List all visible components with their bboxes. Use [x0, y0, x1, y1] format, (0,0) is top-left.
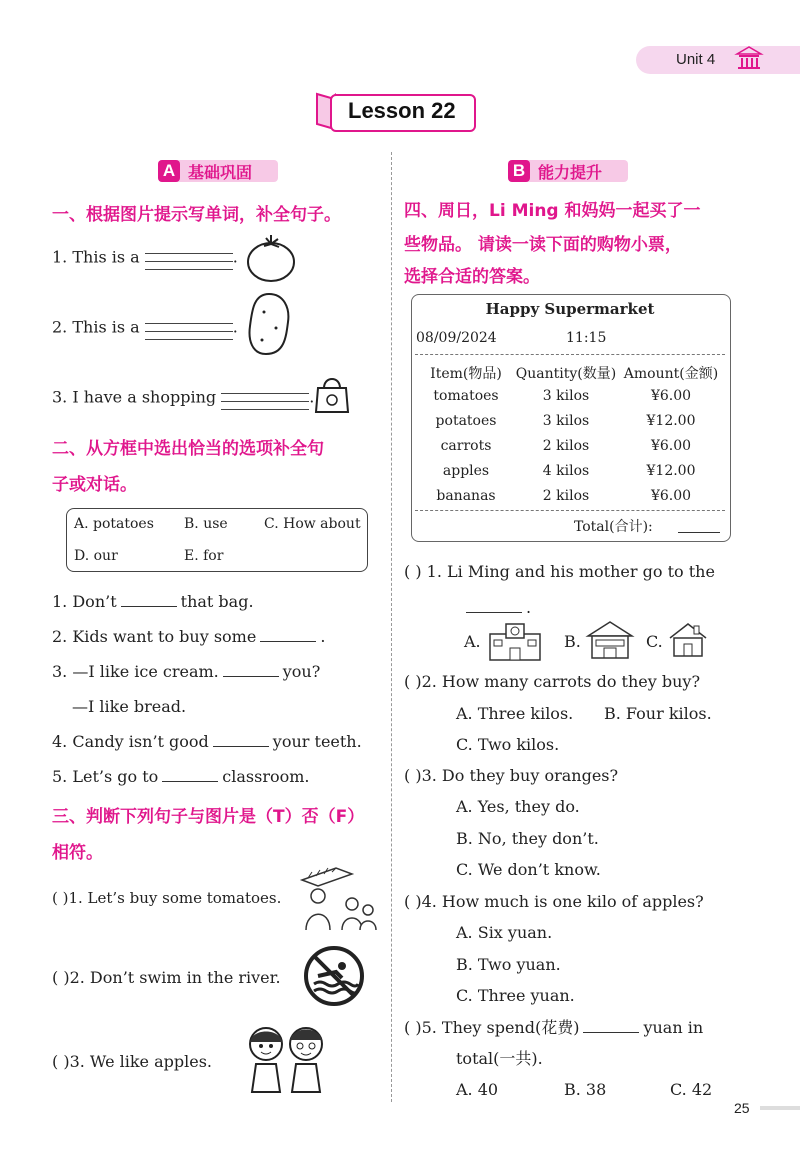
answer-blank[interactable]	[213, 732, 269, 747]
part1-item-2-text: 2. This is a	[52, 317, 140, 337]
question-2[interactable]: ( )2. How many carrots do they buy?	[404, 672, 701, 691]
receipt-time: 11:15	[566, 330, 607, 346]
answer-blank[interactable]	[223, 662, 279, 677]
part2-q5-end: classroom.	[222, 767, 310, 786]
part1-item-1	[52, 246, 238, 270]
column-divider	[391, 152, 392, 1102]
receipt-row-quantity: 4 kilos	[542, 463, 590, 479]
part2-q1-end: that bag.	[180, 592, 254, 611]
shopping-scene-image	[296, 860, 380, 932]
q5-option-b[interactable]: B. 38	[564, 1080, 607, 1099]
answer-lines[interactable]	[145, 316, 233, 340]
option-b: B. use	[184, 516, 228, 532]
q2-option-a[interactable]: A. Three kilos.	[456, 704, 574, 723]
receipt-total-blank[interactable]	[678, 532, 720, 533]
two-kids-image	[244, 1022, 330, 1094]
part2-q2-text: 2. Kids want to buy some	[52, 627, 257, 646]
q3-option-b[interactable]: B. No, they don’t.	[456, 829, 599, 848]
part3-title-2: 相符。	[52, 843, 103, 863]
receipt-row-amount: ¥6.00	[650, 438, 692, 454]
part2-title-1: 二、从方框中选出恰当的选项补全句	[52, 439, 324, 459]
section-a-letter: A	[158, 160, 180, 182]
option-a: A. potatoes	[74, 516, 154, 532]
part3-item-3[interactable]: ( )3. We like apples.	[52, 1052, 213, 1071]
receipt-row-item: bananas	[436, 488, 496, 504]
q1-option-b[interactable]: B.	[564, 632, 581, 651]
receipt-row-quantity: 2 kilos	[542, 438, 590, 454]
option-e: E. for	[184, 548, 224, 564]
answer-blank[interactable]	[121, 592, 177, 607]
page-strip	[760, 1106, 800, 1110]
receipt-row-item: potatoes	[435, 413, 497, 429]
receipt-header-amount: Amount(金额)	[623, 366, 719, 382]
potato-icon	[244, 290, 294, 358]
option-c: C. How about	[264, 516, 361, 532]
part2-q2-end: .	[320, 627, 326, 646]
supermarket-building-image	[584, 618, 636, 662]
part2-q4	[52, 732, 362, 752]
part1-item-2	[52, 316, 238, 340]
tomato-icon	[244, 230, 298, 284]
house-image	[666, 620, 710, 660]
q3-option-c[interactable]: C. We don’t know.	[456, 860, 601, 879]
receipt-row-amount: ¥6.00	[650, 488, 692, 504]
answer-lines[interactable]	[145, 246, 233, 270]
page-number: 25	[734, 1100, 750, 1116]
part2-q5-text: 5. Let’s go to	[52, 767, 159, 786]
receipt-date: 08/09/2024	[416, 330, 497, 346]
school-building-image	[486, 620, 544, 662]
part1-title: 一、根据图片提示写单词，补全句子。	[52, 205, 341, 225]
unit-label: Unit 4	[676, 51, 716, 68]
part2-q4-text: 4. Candy isn’t good	[52, 732, 209, 751]
unit-tab	[636, 46, 800, 74]
part2-q3-end: you?	[282, 662, 321, 681]
receipt-row-amount: ¥6.00	[650, 388, 692, 404]
receipt-divider	[415, 510, 725, 511]
part1-item-2-end: .	[232, 317, 238, 337]
shopping-bag-icon	[310, 372, 354, 416]
answer-blank[interactable]	[583, 1018, 639, 1033]
receipt-row-quantity: 2 kilos	[542, 488, 590, 504]
receipt-header-quantity: Quantity(数量)	[515, 366, 617, 382]
receipt-total-label: Total(合计):	[574, 519, 653, 535]
q2-option-b[interactable]: B. Four kilos.	[604, 704, 712, 723]
question-5-end: yuan in	[643, 1018, 704, 1037]
part1-item-1-end: .	[232, 247, 238, 267]
receipt-row-amount: ¥12.00	[646, 463, 696, 479]
receipt-divider	[415, 354, 725, 355]
temple-icon	[734, 44, 764, 72]
question-3[interactable]: ( )3. Do they buy oranges?	[404, 766, 619, 785]
receipt-row-amount: ¥12.00	[646, 413, 696, 429]
part2-q1	[52, 592, 254, 612]
section-b-letter: B	[508, 160, 530, 182]
question-1-cont	[462, 598, 531, 618]
q1-option-a[interactable]: A.	[464, 632, 481, 651]
question-1-end: .	[526, 598, 532, 617]
part4-title-1: 四、周日，Li Ming 和妈妈一起买了一	[404, 201, 701, 221]
answer-blank[interactable]	[162, 767, 218, 782]
question-5-text: ( )5. They spend(花费)	[404, 1018, 580, 1037]
part1-item-1-text: 1. This is a	[52, 247, 140, 267]
question-4[interactable]: ( )4. How much is one kilo of apples?	[404, 892, 704, 911]
receipt-row-item: carrots	[440, 438, 492, 454]
option-d: D. our	[74, 548, 118, 564]
answer-blank[interactable]	[260, 627, 316, 642]
q3-option-a[interactable]: A. Yes, they do.	[456, 797, 580, 816]
part3-item-2[interactable]: ( )2. Don’t swim in the river.	[52, 968, 281, 987]
part1-item-3-text: 3. I have a shopping	[52, 387, 217, 407]
q4-option-a[interactable]: A. Six yuan.	[456, 923, 553, 942]
section-a-title: 基础巩固	[188, 163, 253, 182]
part1-item-3	[52, 386, 314, 410]
part1-item-3-end: .	[309, 387, 315, 407]
part2-q4-end: your teeth.	[272, 732, 362, 751]
receipt-header-item: Item(物品)	[430, 366, 502, 382]
receipt-store-name: Happy Supermarket	[485, 300, 655, 318]
no-swimming-icon	[302, 944, 366, 1008]
q5-option-a[interactable]: A. 40	[456, 1080, 499, 1099]
part2-q3	[52, 662, 320, 682]
part2-q3-text: 3. —I like ice cream.	[52, 662, 219, 681]
q5-option-c[interactable]: C. 42	[670, 1080, 713, 1099]
section-b-title: 能力提升	[538, 163, 603, 182]
receipt-row-item: tomatoes	[433, 388, 499, 404]
part2-q3-reply: —I like bread.	[72, 697, 187, 716]
question-1[interactable]: ( ) 1. Li Ming and his mother go to the	[404, 562, 715, 581]
receipt-row-quantity: 3 kilos	[542, 388, 590, 404]
receipt-row-quantity: 3 kilos	[542, 413, 590, 429]
part3-title-1: 三、判断下列句子与图片是（T）否（F）	[52, 807, 365, 827]
q4-option-b[interactable]: B. Two yuan.	[456, 955, 561, 974]
part2-q2	[52, 627, 325, 647]
part4-title-3: 选择合适的答案。	[404, 267, 540, 287]
answer-blank[interactable]	[466, 598, 522, 613]
answer-lines[interactable]	[221, 386, 309, 410]
part2-q5	[52, 767, 310, 787]
q2-option-c[interactable]: C. Two kilos.	[456, 735, 560, 754]
q1-option-c[interactable]: C.	[646, 632, 663, 651]
part2-title-2: 子或对话。	[52, 475, 137, 495]
q4-option-c[interactable]: C. Three yuan.	[456, 986, 575, 1005]
question-5[interactable]	[404, 1018, 703, 1038]
part3-item-1[interactable]: ( )1. Let’s buy some tomatoes.	[52, 889, 282, 907]
receipt-row-item: apples	[442, 463, 490, 479]
lesson-title: Lesson 22	[348, 98, 456, 123]
part4-title-2: 些物品。 请读一读下面的购物小票，	[404, 235, 682, 255]
part2-q1-text: 1. Don’t	[52, 592, 117, 611]
question-5-cont: total(一共).	[456, 1049, 543, 1068]
